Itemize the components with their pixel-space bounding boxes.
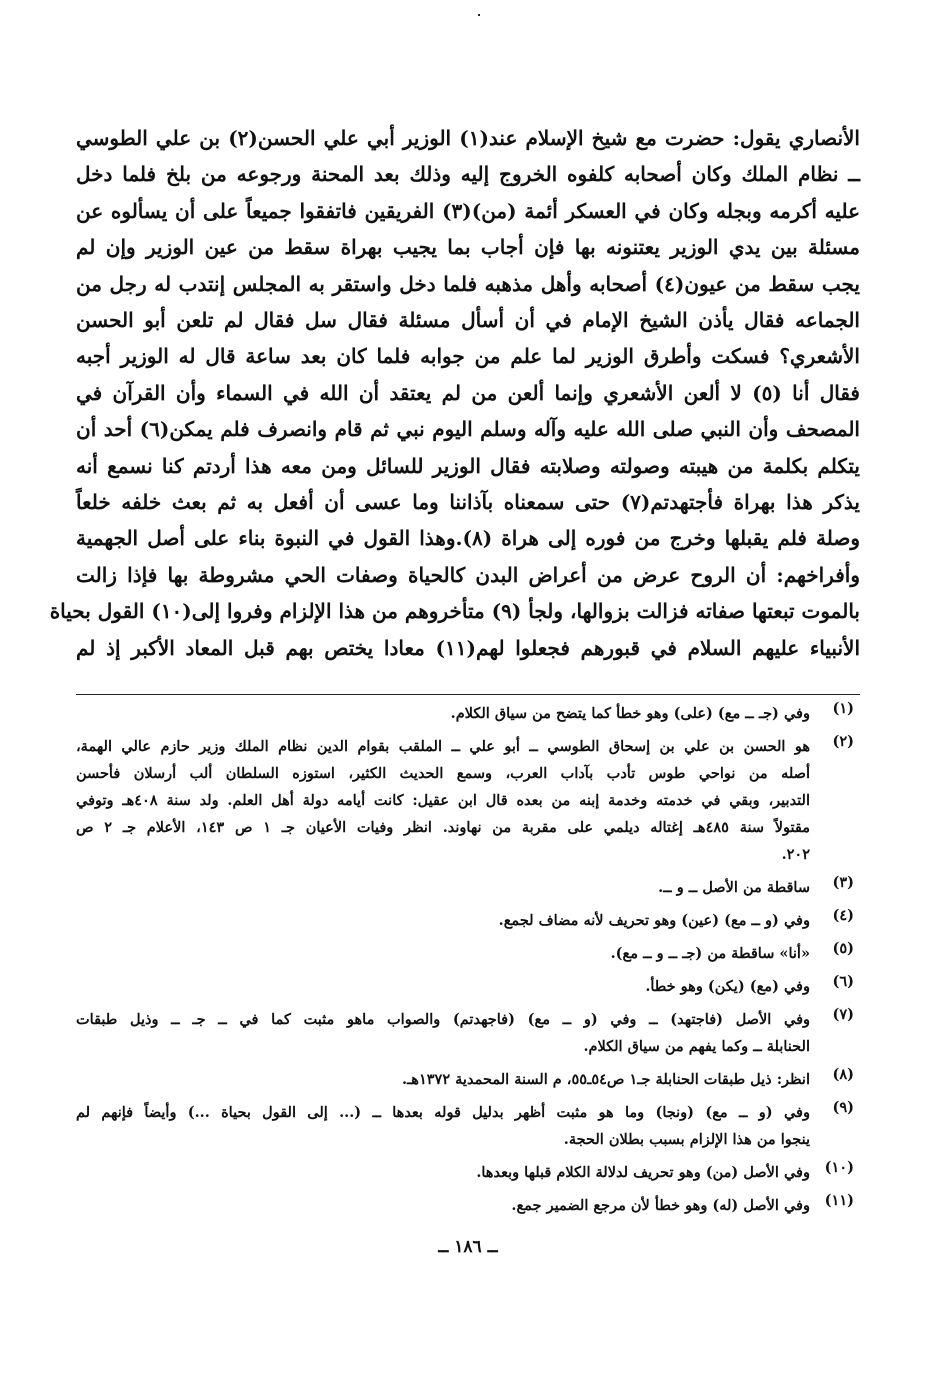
footnote-line: هو الحسن بن علي بن إسحاق الطوسي ــ أبو علي ــ الملقب بقوام الدين نظام الملك وزير حازم عالي الهمة،: [76, 738, 810, 755]
footnote-line: أصله من نواحي طوس تأدب بآداب العرب، وسمع الحديث الكثير، استوزه السلطان ألب أرسلان فأحسن: [76, 765, 810, 782]
footnote: [76, 940, 860, 967]
text-line: الأشعري؟ فسكت وأطرق الوزير لما علم من جوابه فلما كان بعد ساعة قال له الوزير أجبه: [76, 344, 860, 369]
footnote-number: (٢): [832, 733, 854, 750]
footnote-separator: [76, 694, 860, 695]
footnote-text: [76, 874, 810, 901]
footnote-number: (٦): [832, 973, 854, 990]
footnote-number: (٩): [832, 1099, 854, 1116]
footnote-text: [76, 1099, 810, 1153]
top-mark: [478, 14, 480, 16]
text-line: الأنصاري يقول: حضرت مع شيخ الإسلام عند(١) الوزير أبي علي الحسن(٢) بن علي الطوسي: [76, 126, 860, 150]
text-line: وأفراخهم: أن الروح عرض من أعراض البدن كالحياة وصفات الحي مشروطة بها فإذا زالت: [76, 562, 860, 587]
footnote-line: وفي الأصل (فاجتهد) ــ وفي (و ــ مع) (فاجهدتم) والصواب ماهو مثبت كما في ــ جـ ــ وذيل طبقات: [76, 1011, 810, 1028]
footnote: [76, 874, 860, 901]
footnote-number: (٥): [832, 940, 854, 957]
text-line: فقال أنا (٥) لا ألعن الأشعري وإنما ألعن من لم يعتقد أن الله في السماء وأن القرآن في: [76, 380, 860, 405]
footnote-text: [76, 973, 810, 1000]
footnotes: [76, 700, 860, 1225]
footnote: [76, 907, 860, 934]
footnote-text: [76, 733, 810, 868]
text-line: المصحف وأن النبي صلى الله عليه وآله وسلم اليوم نبي ثم قام وانصرف فلم يمكن(٦) أحد أن: [76, 417, 860, 442]
text-line: ــ نظام الملك وكان أصحابه كلفوه الخروج إليه وذلك بعد المحنة ورجوعه من بلخ فلما دخل: [76, 162, 860, 187]
footnote: [76, 1099, 860, 1153]
footnote-line: وفي الأصل (له) وهو خطأ لأن مرجع الضمير جمع.: [511, 1197, 810, 1214]
footnote: [76, 700, 860, 727]
footnote-text: [76, 907, 810, 934]
footnote-line: «أنا» ساقطة من (جـ ــ و ــ مع).: [610, 945, 810, 962]
footnote-number: (١٠): [824, 1159, 854, 1176]
footnote-line: انظر: ذيل طبقات الحنابلة جـ١ ص٥٤ـ٥٥، م السنة المحمدية ١٣٧٢هـ.: [402, 1071, 810, 1088]
footnote-line: الحنابلة ــ وكما يفهم من سياق الكلام.: [583, 1038, 810, 1055]
text-line: مسئلة بين يدي الوزير يعتنونه بها فإن أجاب بما يجيب بهراة سقط من عين الوزير وإن لم: [76, 235, 860, 260]
footnote-number: (١): [832, 700, 854, 717]
text-line: يذكر هذا بهراة فأجتهدتم(٧) حتى سمعناه بآذاننا وما عسى أن أفعل به ثم بعث خلفه خلعاً: [76, 490, 860, 515]
footnote-text: [76, 1066, 810, 1093]
footnote-text: [76, 1159, 810, 1186]
footnote: [76, 1192, 860, 1219]
footnote-line: ينجوا من هذا الإلزام بسبب بطلان الحجة.: [563, 1131, 810, 1148]
footnote-number: (٧): [832, 1006, 854, 1023]
text-line: يتكلم بكلمة من هيبته وصولته وصلابته فقال الوزير للسائل ومن معه هذا أردتم كنا نسمع أنه: [76, 453, 860, 478]
page-number: ــ ١٨٦ ــ: [438, 1237, 498, 1257]
footnote: [76, 733, 860, 868]
footnote-number: (٤): [832, 907, 854, 924]
footnote-line: ساقطة من الأصل ــ و ــ.: [658, 879, 810, 896]
footnote-text: [76, 700, 810, 727]
footnote-text: [76, 1006, 810, 1060]
text-line: بالموت تبعتها صفاته فزالت بزوالها، ولجأ (٩) متأخروهم من هذا الإلزام وفروا إلى(١٠) القول بحياة: [49, 599, 860, 624]
footnote-line: وفي (و ــ مع) (عين) وهو تحريف لأنه مضاف لجمع.: [498, 912, 810, 929]
text-line: وصلة فلم يقبلها وخرج من فوره إلى هراة (٨).وهذا القول في النبوة بناء على أصل الجهمية: [76, 526, 860, 551]
footnote-line: مقتولاً سنة ٤٨٥هـ إغتاله ديلمي على مقربة من نهاوند. انظر وفيات الأعيان جـ ١ ص ١٤٣، الأعلام جـ ٢ ص: [76, 819, 810, 836]
text-line: الجماعه فقال يأذن الشيخ الإمام في أن أسأل مسئلة فقال سل فقال لم تلعن أبو الحسن: [76, 308, 860, 333]
footnote-number: (١١): [824, 1192, 854, 1209]
footnote-line: ٢٠٢.: [781, 846, 810, 863]
footnote-line: التدبير، وبقي في خدمته وخدمة إبنه من بعده قال ابن عقيل: كانت أيامه دولة أهل العلم. ولد سنة ٤٠٨هـ وتوفي: [76, 792, 811, 809]
footnote: [76, 1066, 860, 1093]
footnote-line: وفي الأصل (من) وهو تحريف لدلالة الكلام قبلها وبعدها.: [476, 1164, 810, 1181]
footnote: [76, 1159, 860, 1186]
footnote: [76, 1006, 860, 1060]
text-line: عليه أكرمه وبجله وكان في العسكر أئمة (من)(٣) الفريقين فاتفقوا جميعاً على أن يسألوه عن: [76, 198, 860, 223]
footnote-number: (٣): [832, 874, 854, 891]
main-text: [49, 120, 861, 666]
footnote: [76, 973, 860, 1000]
footnote-text: [76, 940, 810, 967]
text-line: الأنبياء عليهم السلام في قبورهم فجعلوا لهم(١١) معادا يختص بهم قبل المعاد الأكبر إذ لم: [76, 635, 861, 660]
footnote-line: وفي (مع) (يكن) وهو خطأ.: [645, 978, 810, 995]
footnote-number: (٨): [832, 1066, 854, 1083]
footnote-line: وفي (و ــ مع) (ونجا) وما هو مثبت أظهر بدليل قوله بعدها ــ (... إلى القول بحياة ...) وأيضاً فإنهم لم: [76, 1104, 810, 1121]
footnote-line: وفي (جـ ــ مع) (على) وهو خطأ كما يتضح من سياق الكلام.: [450, 705, 810, 722]
footnote-text: [76, 1192, 810, 1219]
text-line: يجب سقط من عيون(٤) أصحابه وأهل مذهبه فلما دخل واستقر به المجلس إنتدب له رجل من: [76, 271, 860, 296]
